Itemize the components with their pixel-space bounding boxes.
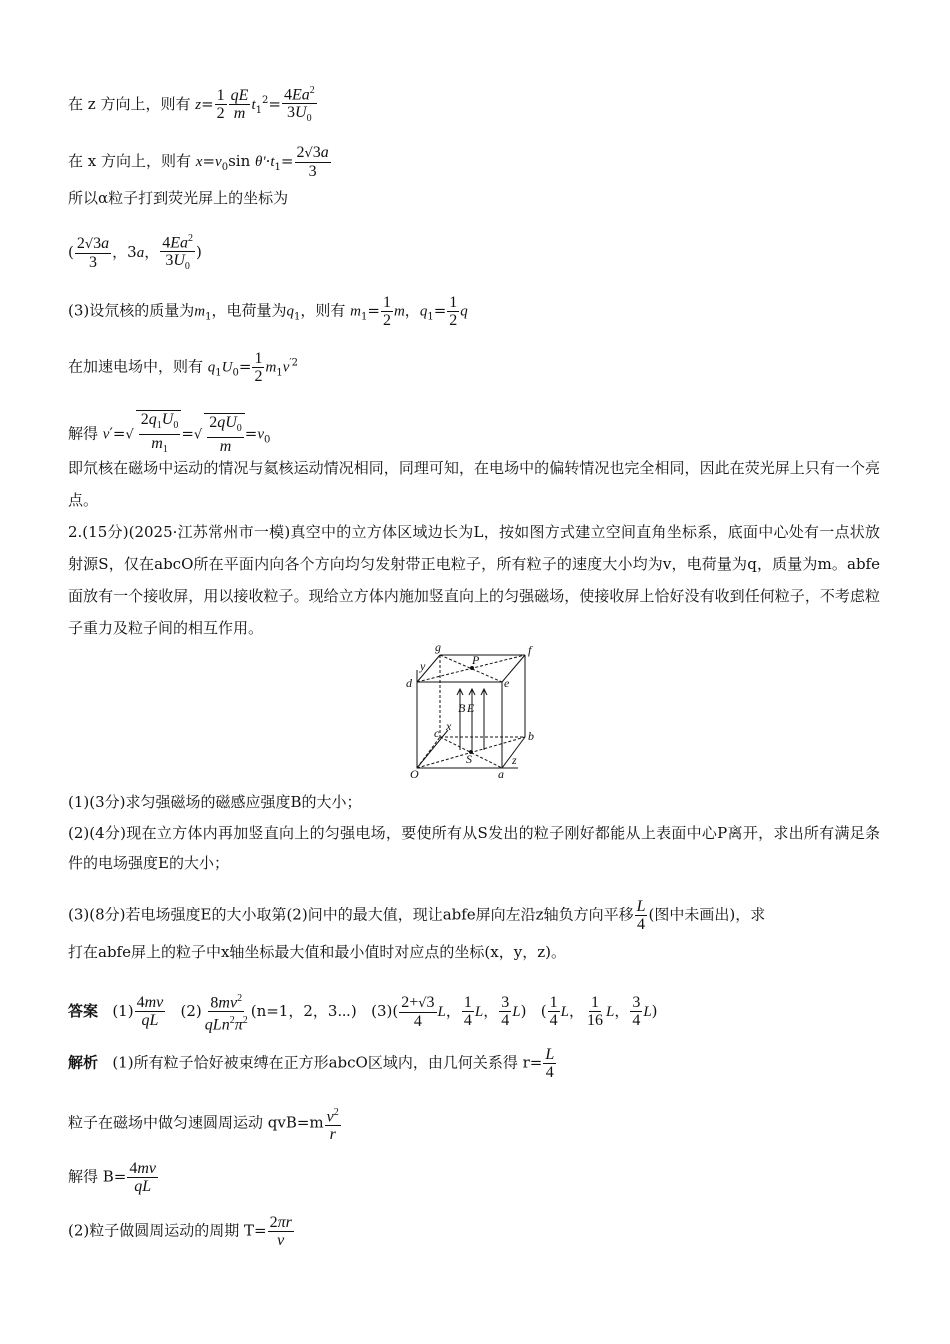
accel-text: 在加速电场中，则有 bbox=[68, 357, 204, 376]
label-O: O bbox=[410, 767, 419, 780]
answer-label: 答案 bbox=[68, 1001, 99, 1020]
accel-line: 在加速电场中，则有 $q_1U_0=$ $\frac{1}{2}$ $m_1v^{'2}$ bbox=[68, 350, 298, 385]
solve-text: 解得 bbox=[68, 424, 99, 443]
part3-text-c: ，则有 bbox=[300, 301, 346, 320]
z-equation-line: 在 z 方向上，则有 z= $\frac{1}{2}$ $\frac{qE}{m}$ $t_1^2=$ $\frac{4Ea^2}{3U_0}$ bbox=[68, 82, 318, 128]
label-d: d bbox=[406, 676, 412, 690]
z-line-text: 在 z 方向上，则有 bbox=[68, 94, 191, 113]
label-c: c bbox=[434, 726, 440, 740]
analysis-line-2: 粒子在磁场中做匀速圆周运动 qvB=m $\frac{v^2}{r}$ bbox=[68, 1104, 342, 1143]
x-line-text: 在 x 方向上，则有 bbox=[68, 152, 191, 170]
q3-text-b: (图中未画出)，求 bbox=[648, 905, 766, 924]
question-3-line1: (3)(8分)若电场强度E的大小取第(2)问中的最大值，现让abfe屏向左沿z轴负方向平移 $\frac{L}{4}$ (图中未画出)，求 bbox=[68, 898, 766, 933]
part3-text-a: (3)设氘核的质量为 bbox=[68, 301, 195, 320]
label-g: g bbox=[435, 640, 441, 654]
conclusion-paragraph: 即氘核在磁场中运动的情况与氦核运动情况相同，同理可知，在电场中的偏转情况也完全相同，因此在荧光屏上只有一个亮点。 bbox=[68, 459, 880, 509]
problem2-stem: 2.(15分)(2025·江苏常州市一模)真空中的立方体区域边长为L，按如图方式建立空间直角坐标系，底面中心处有一点状放射源S，仅在abcO所在平面内向各个方向均匀发射带正电粒子，所有粒子的速度大小均为v，电荷量为q，质量为m。abfe面放有一个接收屏，用以接收粒子。现给立方体内施加竖直向上的匀强磁场，使接收屏上恰好没有收到任何粒子，不考虑粒子重力及粒子间的相互作用。 bbox=[68, 523, 880, 637]
label-a: a bbox=[498, 767, 504, 780]
label-x: x bbox=[446, 719, 452, 733]
question-1: (1)(3分)求匀强磁场的磁感应强度B的大小； bbox=[68, 793, 362, 811]
label-b: b bbox=[528, 729, 534, 743]
x-equation-line: 在 x 方向上，则有 $x=v_0\sin$ $\theta'\cdot t_1=$ $\frac{2√3a}{3}$ bbox=[68, 144, 329, 180]
cube-figure bbox=[400, 640, 540, 780]
label-z: z bbox=[512, 753, 517, 767]
answer-n-condition: (n=1，2，3⋯) bbox=[250, 1001, 357, 1020]
question-3-line2: 打在abfe屏上的粒子中x轴坐标最大值和最小值时对应点的坐标(x，y，z)。 bbox=[68, 943, 566, 961]
analysis-line-1: 解析 (1)所有粒子恰好被束缚在正方形abcO区域内，由几何关系得 r= $\frac{L}{4}$ bbox=[68, 1046, 555, 1081]
label-P: P bbox=[472, 653, 480, 667]
q3-text-a: (3)(8分)若电场强度E的大小取第(2)问中的最大值，现让abfe屏向左沿z轴负方向平移 bbox=[68, 905, 634, 924]
analysis-l4-text: (2)粒子做圆周运动的周期 T= bbox=[68, 1221, 267, 1240]
alpha-coordinate: ( $\frac{2√3a}{3}$ ，3a， $\frac{4Ea^2}{3U_0}$ ) bbox=[68, 230, 202, 276]
analysis-line-4: (2)粒子做圆周运动的周期 T= $\frac{2\pi r}{v}$ bbox=[68, 1214, 292, 1249]
part3-line: (3)设氘核的质量为$m_1$，电荷量为$q_1$，则有 $m_1=$ $\frac{1}{2}$ m，$q_1=$ $\frac{1}{2}$ q bbox=[68, 294, 468, 329]
question-2: (2)(4分)现在立方体内再加竖直向上的匀强电场，要使所有从S发出的粒子刚好都能从上表面中心P离开，求出所有满足条件的电场强度E的大小； bbox=[68, 824, 880, 872]
label-f: f bbox=[528, 643, 532, 657]
label-e: e bbox=[504, 676, 510, 690]
label-B: B bbox=[458, 701, 466, 715]
analysis-label: 解析 bbox=[68, 1053, 99, 1072]
part3-text-b: ，电荷量为 bbox=[211, 301, 287, 320]
solve-line: 解得 v′=√ $\frac{2q_1U_0}{m_1}$ =√ $\frac{2qU_0}{m}$ $=v_0$ bbox=[68, 410, 270, 458]
analysis-line-3: 解得 B= $\frac{4mv}{qL}$ bbox=[68, 1160, 157, 1195]
label-y: y bbox=[420, 659, 426, 673]
coord-intro: 所以α粒子打到荧光屏上的坐标为 bbox=[68, 189, 289, 207]
analysis-l1-text: (1)所有粒子恰好被束缚在正方形abcO区域内，由几何关系得 r= bbox=[112, 1053, 543, 1072]
label-S: S bbox=[466, 752, 472, 766]
label-E: E bbox=[467, 701, 475, 715]
answer-line: 答案 (1) $\frac{4mv}{qL}$ (2) $\frac{8mv^2}{qLn^2\pi^2}$ (n=1，2，3⋯) (3)( $\frac{2+√3}{4}$ L， $\frac{1}{4}$ L， $\frac{3}{4}$ L) ( $\frac{1}{4}$ L， $\frac{1}{16}$ L， $\frac{3}{4}$ L) bbox=[68, 990, 658, 1034]
analysis-l3-text: 解得 B= bbox=[68, 1167, 127, 1186]
analysis-l2-text: 粒子在磁场中做匀速圆周运动 qvB=m bbox=[68, 1113, 324, 1132]
